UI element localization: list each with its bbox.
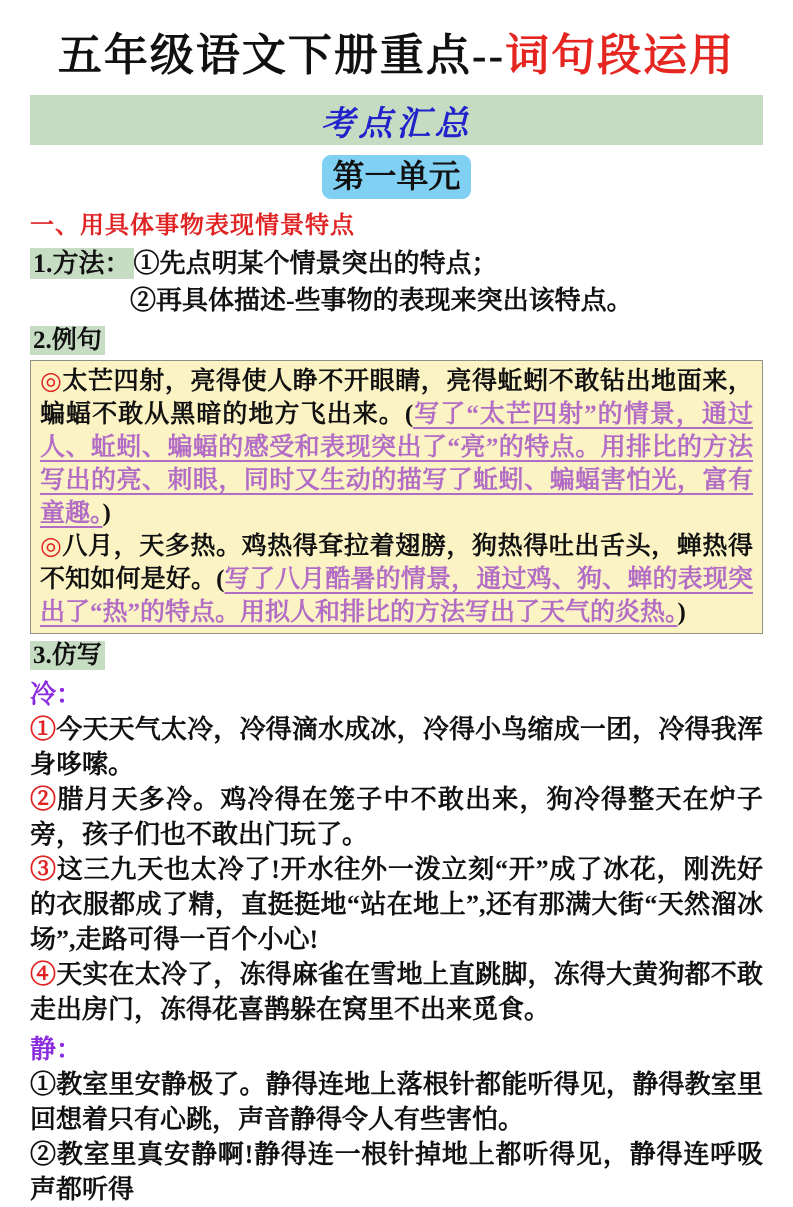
examples-label-row [30, 325, 763, 357]
item-text: 这三九天也太冷了!开水往外一泼立刻“开”成了冰花，刚洗好的衣服都成了精，直挺挺地“站在地上”,还有那满大街“天然溜冰场”,走路可得一百个小心! [30, 855, 763, 954]
method-block [30, 245, 763, 319]
page-title-red: 词句段运用 [505, 31, 736, 80]
quiet-item-2 [30, 1137, 763, 1207]
cold-item-2 [30, 782, 763, 852]
example-2-text: 八月，天多热。鸡热得耷拉着翅膀，狗热得吐出舌头，蝉热得不知如何是好。 [40, 533, 753, 593]
example-marker-icon: ◎ [40, 533, 63, 560]
examples-label: 2.例句 [30, 326, 105, 355]
page-title [30, 30, 763, 82]
example-box [30, 360, 763, 634]
item-text: 教室里安静极了。静得连地上落根针都能听得见，静得教室里回想着只有心跳，声音静得令人有些害怕。 [30, 1070, 763, 1134]
method-label: 1.方法： [30, 248, 134, 279]
item-number: ④ [30, 960, 57, 989]
cold-item-4 [30, 957, 763, 1027]
item-text: 教室里真安静啊!静得连一根针掉地上都听得见，静得连呼吸声都听得 [30, 1140, 763, 1204]
document-page [0, 30, 793, 1207]
method-line-2 [30, 282, 763, 319]
exam-points-banner [30, 95, 763, 145]
example-1-text: 太芒四射，亮得使人睁不开眼睛，亮得蚯蚓不敢钻出地面来，蝙蝠不敢从黑暗的地方飞出来。 [40, 368, 753, 428]
method-step-1: ①先点明某个情景突出的特点； [133, 249, 498, 278]
item-text: 天实在太冷了，冻得麻雀在雪地上直跳脚，冻得大黄狗都不敢走出房门，冻得花喜鹊躲在窝里不出来觅食。 [30, 960, 763, 1024]
example-2-annotation: 写了八月酷暑的情景，通过鸡、狗、蝉的表现突出了“热”的特点。用拟人和排比的方法写出了天气的炎热。 [40, 566, 753, 626]
example-1-close-paren: ) [102, 500, 111, 527]
method-step-2: ②再具体描述-些事物的表现来突出该特点。 [130, 286, 633, 315]
banner-label: 考点汇总 [320, 105, 473, 143]
item-number: ③ [30, 855, 57, 884]
cold-heading: 冷： [30, 680, 83, 709]
item-number: ① [30, 715, 57, 744]
example-1-annotation: 写了“太芒四射”的情景，通过人、蚯蚓、蝙蝠的感受和表现突出了“亮”的特点。用排比的方法写出的亮、刺眼，同时又生动的描写了蚯蚓、蝙蝠害怕光，富有童趣。 [40, 401, 753, 527]
example-item-2 [40, 530, 753, 629]
page-title-black: 五年级语文下册重点-- [57, 31, 506, 80]
item-text: 腊月天多冷。鸡冷得在笼子中不敢出来，狗冷得整天在炉子旁，孩子们也不敢出门玩了。 [30, 785, 763, 849]
example-2-open-paren: ( [216, 566, 225, 593]
cold-item-3 [30, 852, 763, 957]
example-item-1 [40, 365, 753, 530]
item-number: ② [30, 1140, 57, 1169]
imitation-label-row [30, 640, 763, 672]
section-heading: 一、用具体事物表现情景特点 [30, 213, 355, 239]
item-text: 今天天气太冷，冷得滴水成冰，冷得小鸟缩成一团，冷得我浑身哆嗦。 [30, 715, 763, 779]
unit-badge: 第一单元 [322, 155, 470, 199]
item-number: ② [30, 785, 58, 814]
example-2-close-paren: ) [677, 599, 686, 626]
imitation-label: 3.仿写 [30, 641, 105, 670]
quiet-heading: 静： [30, 1035, 83, 1064]
method-line-1 [30, 245, 763, 282]
example-1-open-paren: ( [404, 401, 414, 428]
unit-row [30, 155, 763, 199]
example-marker-icon: ◎ [40, 368, 63, 395]
item-number: ① [30, 1070, 57, 1099]
quiet-item-1 [30, 1067, 763, 1137]
cold-item-1 [30, 712, 763, 782]
